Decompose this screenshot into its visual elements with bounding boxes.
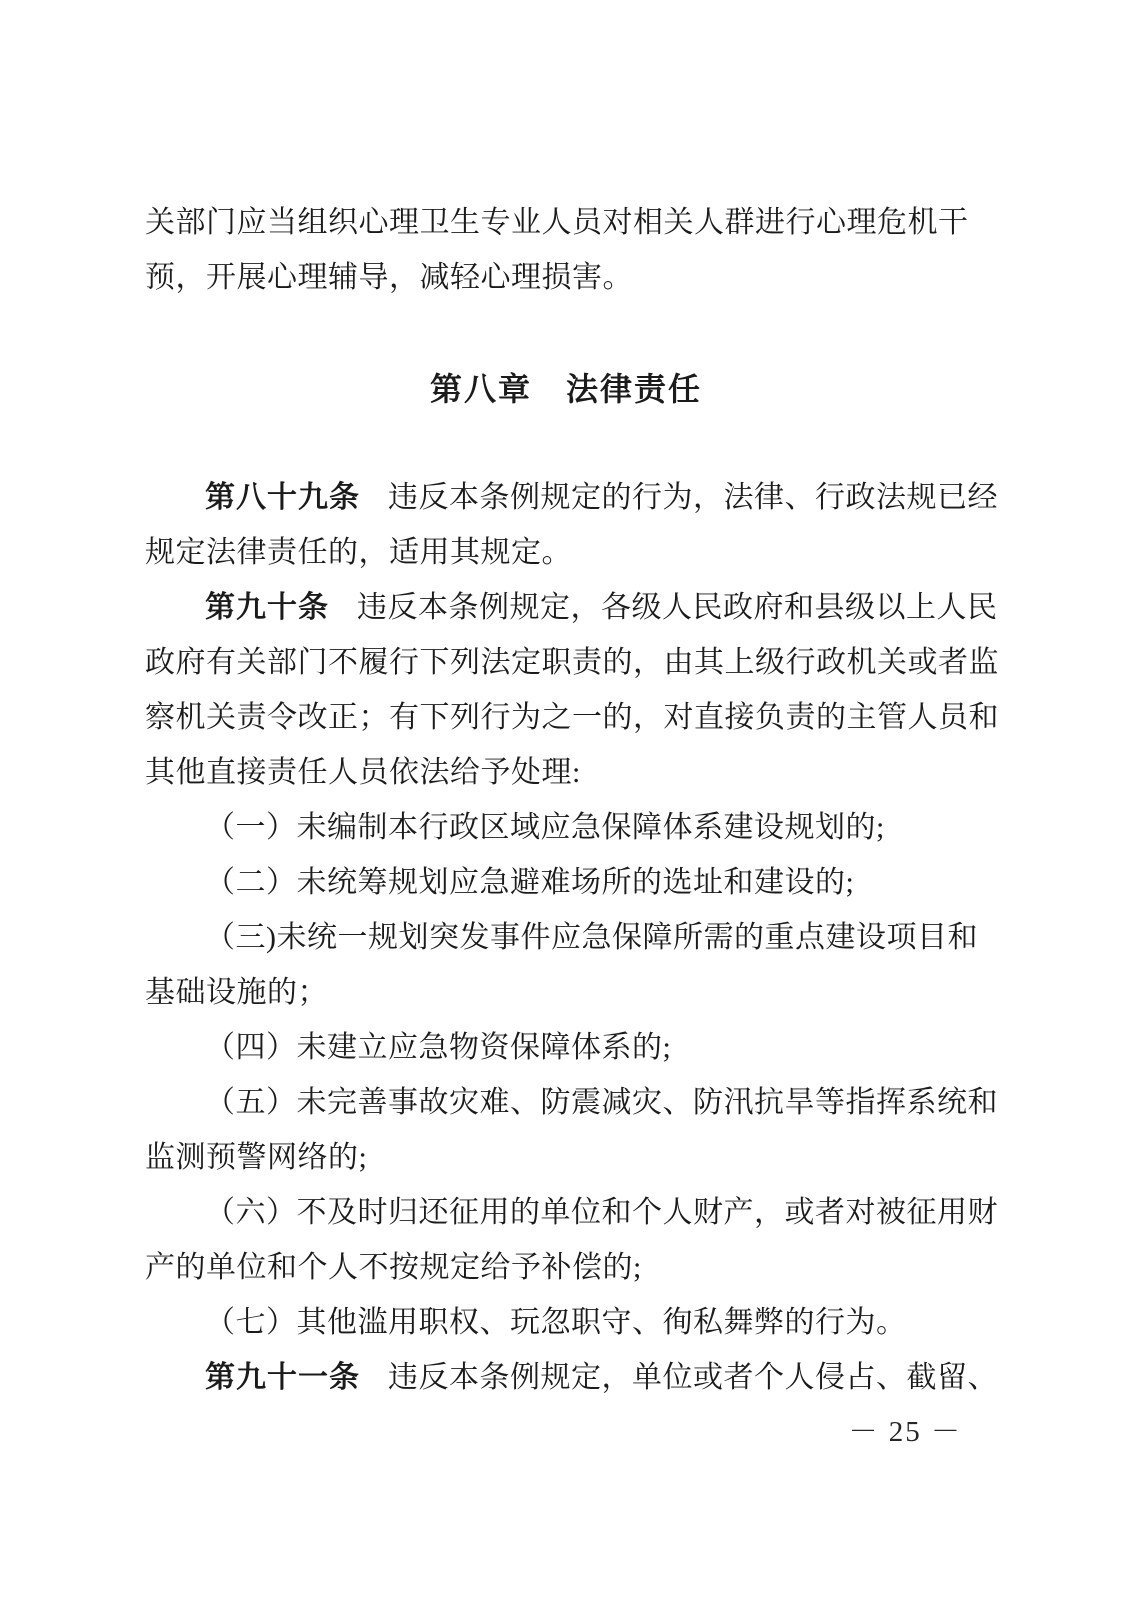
continuation-line-2: 预，开展心理辅导，减轻心理损害。 bbox=[145, 261, 633, 294]
article-90-item-5-line-2: 监测预警网络的; bbox=[145, 1141, 368, 1174]
article-90-item-4: （四）未建立应急物资保障体系的; bbox=[205, 1031, 672, 1064]
article-90-text-1: 违反本条例规定，各级人民政府和县级以上人民 bbox=[357, 591, 998, 624]
article-89-line-1 bbox=[145, 470, 998, 525]
article-90-line-4: 其他直接责任人员依法给予处理: bbox=[145, 756, 581, 789]
article-90-item-3-line-1: （三)未统一规划突发事件应急保障所需的重点建设项目和 bbox=[205, 921, 978, 954]
article-90-item-2: （二）未统筹规划应急避难场所的选址和建设的; bbox=[205, 866, 855, 899]
article-89-line-2: 规定法律责任的，适用其规定。 bbox=[145, 536, 572, 569]
article-90-number: 第九十条 bbox=[205, 591, 329, 624]
article-90-item-3-line-2: 基础设施的； bbox=[145, 976, 328, 1009]
article-90-item-6-line-2: 产的单位和个人不按规定给予补偿的; bbox=[145, 1251, 642, 1284]
article-89-number: 第八十九条 bbox=[205, 481, 360, 514]
article-89-text-1: 违反本条例规定的行为，法律、行政法规已经 bbox=[388, 481, 998, 514]
article-90-line-2: 政府有关部门不履行下列法定职责的，由其上级行政机关或者监 bbox=[145, 646, 999, 679]
article-91-number: 第九十一条 bbox=[205, 1361, 360, 1394]
article-91-line-1 bbox=[145, 1350, 998, 1405]
article-90-item-7: （七）其他滥用职权、玩忽职守、徇私舞弊的行为。 bbox=[205, 1306, 907, 1339]
article-90-line-3: 察机关责令改正；有下列行为之一的，对直接负责的主管人员和 bbox=[145, 701, 999, 734]
article-90-line-1 bbox=[145, 580, 998, 635]
article-90-item-6-line-1: （六）不及时归还征用的单位和个人财产，或者对被征用财 bbox=[205, 1196, 998, 1229]
page-number: － 25 － bbox=[848, 1416, 962, 1448]
article-90-item-1: （一）未编制本行政区域应急保障体系建设规划的; bbox=[205, 811, 885, 844]
article-91-text-1: 违反本条例规定，单位或者个人侵占、截留、 bbox=[388, 1361, 998, 1394]
article-90-item-5-line-1: （五）未完善事故灾难、防震减灾、防汛抗旱等指挥系统和 bbox=[205, 1086, 998, 1119]
chapter-heading: 第八章 法律责任 bbox=[429, 371, 702, 407]
continuation-line-1: 关部门应当组织心理卫生专业人员对相关人群进行心理危机干 bbox=[145, 206, 969, 239]
